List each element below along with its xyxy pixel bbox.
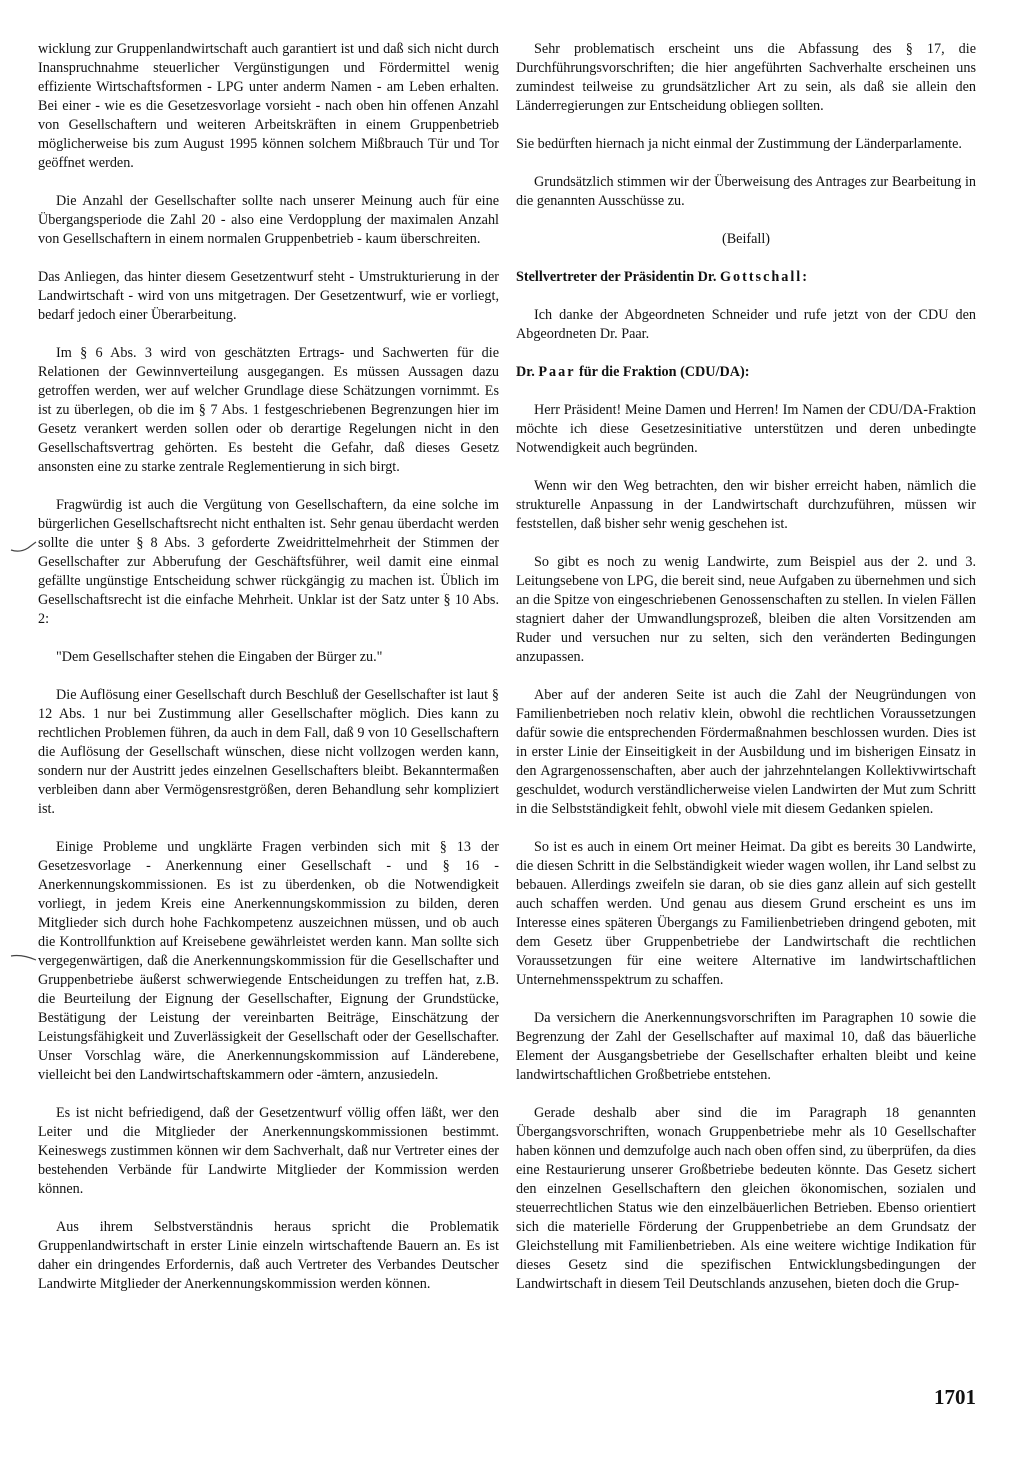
paragraph: Es ist nicht befriedigend, daß der Gesetzentwurf völlig offen läßt, wer den Leiter und die Mitglieder der Anerkennungskommissionen bestimmt. Keineswegs zustimmen können wir dem Sachverhalt, daß nur Vertreter eines der bestehenden Verbände für Landwirte Mitglieder der Kommission werden können. bbox=[38, 1105, 499, 1197]
speaker-name: Paar bbox=[538, 364, 576, 380]
paragraph: Die Auflösung einer Gesellschaft durch Beschluß der Gesellschafter ist laut § 12 Abs. 1 nur bei Zustimmung aller Gesellschafter möglich. Dies kann zu rechtlichen Problemen führen, da auch in dem Fall, daß 9 von 10 Gesellschaftern die Auflösung der Gesellschaft wünschen, diese nicht vollzogen werden kann, sondern nur der Austritt jedes einzelnen Gesellschafters bleibt. Bekanntermaßen verbleiben dann aber Vermögensrestgrößen, deren Behandlung sehr kompliziert ist. bbox=[38, 687, 499, 817]
paragraph: Fragwürdig ist auch die Vergütung von Gesellschaftern, da eine solche im bürgerlichen Gesellschaftsrecht nicht enthalten ist. Sehr genau überdacht werden sollte die unter § 8 Abs. 3 geforderte Zweidrittelmehrheit der Stimmen der Gesellschafter zur Abberufung der Geschäftsführer, weil damit eine einmal gefällte ungünstige Entscheidung schwer rückgängig zu machen ist. Üblich im Gesellschaftsrecht ist die einfache Mehrheit. Unklar ist der Satz unter § 10 Abs. 2: bbox=[38, 497, 499, 627]
speaker-heading: Stellvertreter der Präsidentin Dr. Gottschall: bbox=[516, 269, 807, 285]
paragraph: Herr Präsident! Meine Damen und Herren! Im Namen der CDU/DA-Fraktion möchte ich diese Gesetzesinitiative unterstützen und deren unbedingte Notwendigkeit auch begründen. bbox=[516, 402, 976, 456]
paragraph: Aber auf der anderen Seite ist auch die Zahl der Neugründungen von Familienbetrieben noch relativ klein, obwohl die rechtlichen Voraussetzungen dafür sowie die entsprechenden Fördermaßnahmen beschlossen wurden. Dies ist in erster Linie der Einseitigkeit in der Ausbildung und im bisherigen Einsatz in den Agrargenossenschaften, aber auch der jahrzehntelangen Kollektivwirtschaft geschuldet, wodurch verständlicherweise vielen Landwirten der Mut zum Schritt in die Selbstständigkeit fehlt, obwohl viele mit diesem Gedanken spielen. bbox=[516, 687, 976, 817]
paragraph: So ist es auch in einem Ort meiner Heimat. Da gibt es bereits 30 Landwirte, die diesen Schritt in die Selbständigkeit wieder wagen wollen, ihr Land selbst zu bebauen. Allerdings zweifeln sie daran, ob sie dies ganz allein auf sich gestellt auch schaffen werden. Und genau aus diesem Grund erscheint es uns im Interesse eines späteren Übergangs zu Familienbetrieben dringend geboten, mit dem Gesetz über Gruppenbetriebe der Landwirtschaft die rechtlichen Voraussetzungen für eine weitere Alternative im landwirtschaftlichen Unternehmensspektrum zu schaffen. bbox=[516, 839, 976, 988]
page-number: 1701 bbox=[934, 1385, 976, 1409]
paragraph: Das Anliegen, das hinter diesem Gesetzentwurf steht - Umstrukturierung in der Landwirtschaft - wird von uns mitgetragen. Der Gesetzentwurf, wie er vorliegt, bedarf jedoch einer Überarbeitung. bbox=[38, 269, 499, 323]
paragraph: Einige Probleme und ungklärte Fragen verbinden sich mit § 13 der Gesetzesvorlage - Anerkennung einer Gesellschaft - und § 16 - Anerkennungskommissionen. Es ist zu überdenken, ob die Notwendigkeit vorliegt, in jedem Kreis eine Anerkennungskommission zu bilden, deren Mitglieder sich durch hohe Fachkompetenz auszeichnen müssen, und ob auch die Kontrollfunktion auf Kreisebene gewährleistet werden kann. Man sollte sich vergegenwärtigen, daß die Anerkennungskommission für die Gesellschafter und Gruppenbetriebe äußerst schwerwiegende Entscheidungen zu treffen hat, z.B. die Beurteilung der Eignung der Gesellschafter, Eignung der Grundstücke, Bestätigung der Leistung der vereinbarten Beiträge, Einschätzung der Leistungsfähigkeit und Zuverlässigkeit der Gesellschaft oder der Gesellschafter. Unser Vorschlag wäre, die Anerkennungskommission auf Länderebene, vielleicht bei den Landwirtschaftskammern oder -ämtern, anzusiedeln. bbox=[38, 839, 499, 1083]
paragraph: Grundsätzlich stimmen wir der Überweisung des Antrages zur Bearbeitung in die genannten Ausschüsse zu. bbox=[516, 174, 976, 209]
right-column bbox=[516, 40, 976, 1313]
paragraph: Ich danke der Abgeordneten Schneider und rufe jetzt von der CDU den Abgeordneten Dr. Paar. bbox=[516, 307, 976, 342]
paragraph: Wenn wir den Weg betrachten, den wir bisher erreicht haben, nämlich die strukturelle Anpassung in der Landwirtschaft durchzuführen, müssen wir feststellen, daß bisher sehr wenig geschehen ist. bbox=[516, 478, 976, 532]
paragraph: Aus ihrem Selbstverständnis heraus spricht die Problematik Gruppenlandwirtschaft in erster Linie einzeln wirtschaftende Bauern an. Es ist daher ein dringendes Erfordernis, daß auch Vertreter des Verbandes Deutscher Landwirte Mitglieder der Anerkennungskommission werden können. bbox=[38, 1219, 499, 1292]
speaker-heading: Dr. Paar für die Fraktion (CDU/DA): bbox=[516, 364, 750, 380]
paragraph: wicklung zur Gruppenlandwirtschaft auch garantiert ist und daß sich nicht durch Inanspruchnahme steuerlicher Vergünstigungen und Fördermittel wenig effiziente Wirtschaftsformen - LPG unter anderm Namen - am Leben erhalten. Bei einer - wie es die Gesetzesvorlage vorsieht - nach oben hin offenen Anzahl von Gesellschaftern und weiteren Arbeitskräften in einem Gruppenbetrieb möglicherweise bis zum August 1995 können solchem Mißbrauch Tür und Tor geöffnet werden. bbox=[38, 41, 499, 171]
paragraph: Da versichern die Anerkennungsvorschriften im Paragraphen 10 sowie die Begrenzung der Zahl der Gesellschafter auf maximal 10, daß das bäuerliche Element der Ausgangsbetriebe der Gesellschafter erhalten bleibt und keine landwirtschaftlichen Großbetriebe entstehen. bbox=[516, 1010, 976, 1083]
paragraph: Gerade deshalb aber sind die im Paragraph 18 genannten Übergangsvorschriften, wonach Gruppenbetriebe mehr als 10 Gesellschafter haben können und demzufolge auch nach oben offen sind, zu überprüfen, da dies eine Restaurierung unserer Großbetriebe bedeuten könnte. Das Gesetz sichert den einzelnen Gesellschaftern den gleichen ökonomischen, sozialen und steuerrechtlichen Status wie den einzelbäuerlichen Betrieben. Ebenso orientiert sich die materielle Förderung der Gruppenbetriebe an dem Grundsatz der Gleichstellung mit Familienbetrieben. Als eine weitere wichtige Indikation für dieses Gesetz sind die spezifischen Entwicklungsbedingungen der Landwirtschaft in diesem Teil Deutschlands anzusehen, bieten doch die Grup- bbox=[516, 1105, 976, 1292]
paragraph: Sie bedürften hiernach ja nicht einmal der Zustimmung der Länderparlamente. bbox=[516, 136, 962, 152]
paragraph: Die Anzahl der Gesellschafter sollte nach unserer Meinung auch für eine Übergangsperiode die Zahl 20 - also eine Verdopplung der maximalen Anzahl von Gesellschaftern in einem normalen Gruppenbetrieb - kaum überschreiten. bbox=[38, 193, 499, 247]
left-column bbox=[38, 40, 499, 1313]
paragraph: Sehr problematisch erscheint uns die Abfassung des § 17, die Durchführungsvorschriften; die hier angeführten Sachverhalte erscheinen uns zumindest teilweise zu grundsätzlicher Art zu sein, als daß sie allein den Länderregierungen zur Entscheidung obliegen sollten. bbox=[516, 41, 976, 114]
margin-pencil-mark bbox=[10, 540, 38, 554]
applause-note: (Beifall) bbox=[721, 231, 771, 247]
margin-pencil-mark bbox=[10, 952, 38, 966]
paragraph: Im § 6 Abs. 3 wird von geschätzten Ertrags- und Sachwerten für die Relationen der Gewinnverteilung ausgegangen. Es müssen Aussagen dazu getroffen werden, wer auf welcher Grundlage diese Schätzungen vornimmt. Es ist zu überlegen, ob die im § 7 Abs. 1 festgeschriebenen Begrenzungen hier im Gesetz verankert werden sollen oder ob derartige Regelungen nicht in den Gesellschaftsvertrag gehörten. Es besteht die Gefahr, daß dieses Gesetz ansonsten eine zu starke zentrale Reglementierung in sich birgt. bbox=[38, 345, 499, 475]
quotation: "Dem Gesellschafter stehen die Eingaben der Bürger zu." bbox=[56, 649, 383, 665]
speaker-name: Gottschall bbox=[719, 269, 803, 285]
paragraph: So gibt es noch zu wenig Landwirte, zum Beispiel aus der 2. und 3. Leitungsebene von LPG, die bereit sind, neue Aufgaben zu übernehmen und sich an die Spitze von eingeschriebenen Genossenschaften zu stellen. In vielen Fällen stagniert daher der Umwandlungsprozeß, bleiben die alten Vorsitzenden am Ruder und versuchen nur zu selten, sich den veränderten Bedingungen anzupassen. bbox=[516, 554, 976, 665]
